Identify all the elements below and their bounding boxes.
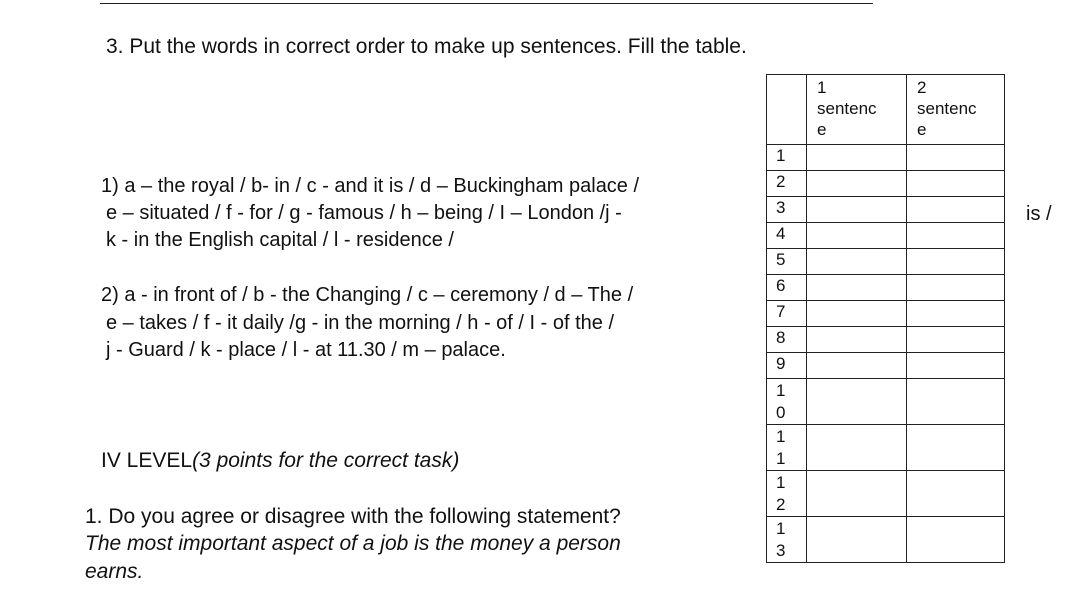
statement-line-2: earns. [85, 560, 144, 583]
row-number: 6 [767, 275, 807, 301]
sentence-2-line-1: 2) a - in front of / b - the Changing / c – ceremony / d – The / [101, 284, 634, 306]
answer-cell-1[interactable] [807, 197, 907, 223]
row-number: 1 2 [767, 471, 807, 517]
header-sentence-1 [807, 75, 907, 145]
table-row [767, 275, 1005, 301]
answer-cell-2[interactable] [907, 171, 1005, 197]
answer-cell-2[interactable] [907, 379, 1005, 425]
answer-table [766, 74, 1005, 563]
row-number: 3 [767, 197, 807, 223]
top-rule [100, 3, 873, 4]
table-row [767, 379, 1005, 425]
stray-side-text: is / [1026, 203, 1052, 225]
row-number: 1 [767, 145, 807, 171]
table-row [767, 249, 1005, 275]
answer-cell-1[interactable] [807, 327, 907, 353]
row-number: 9 [767, 353, 807, 379]
row-number: 1 0 [767, 379, 807, 425]
answer-cell-2[interactable] [907, 425, 1005, 471]
header-empty-cell [767, 75, 807, 145]
answer-cell-2[interactable] [907, 301, 1005, 327]
row-number: 4 [767, 223, 807, 249]
answer-cell-2[interactable] [907, 327, 1005, 353]
level-points: (3 points for the correct task) [192, 449, 460, 472]
header-sentence-1-text: 1 sentenc e [817, 78, 877, 139]
table-row [767, 425, 1005, 471]
table-row [767, 471, 1005, 517]
header-sentence-2 [907, 75, 1005, 145]
answer-cell-2[interactable] [907, 197, 1005, 223]
table-row [767, 301, 1005, 327]
answer-cell-1[interactable] [807, 425, 907, 471]
answer-cell-1[interactable] [807, 275, 907, 301]
table-row [767, 327, 1005, 353]
answer-cell-1[interactable] [807, 517, 907, 563]
answer-cell-1[interactable] [807, 379, 907, 425]
answer-cell-1[interactable] [807, 223, 907, 249]
answer-cell-1[interactable] [807, 171, 907, 197]
table-row [767, 171, 1005, 197]
answer-cell-1[interactable] [807, 353, 907, 379]
sentence-1-line-3: k - in the English capital / l - residence / [106, 229, 454, 251]
task-title: 3. Put the words in correct order to make up sentences. Fill the table. [106, 35, 747, 58]
sentence-1-line-2: e – situated / f - for / g - famous / h – being / I – London /j - [106, 202, 622, 224]
answer-cell-2[interactable] [907, 517, 1005, 563]
table-row [767, 145, 1005, 171]
row-number: 1 3 [767, 517, 807, 563]
answer-cell-2[interactable] [907, 353, 1005, 379]
row-number: 2 [767, 171, 807, 197]
answer-cell-2[interactable] [907, 471, 1005, 517]
row-number: 7 [767, 301, 807, 327]
table-row [767, 353, 1005, 379]
answer-cell-2[interactable] [907, 275, 1005, 301]
answer-cell-1[interactable] [807, 301, 907, 327]
statement-line-1: The most important aspect of a job is the money a person [85, 532, 621, 555]
sentence-2-line-3: j - Guard / k - place / l - at 11.30 / m – palace. [106, 339, 506, 361]
row-number: 1 1 [767, 425, 807, 471]
sentence-1-line-1: 1) a – the royal / b- in / c - and it is / d – Buckingham palace / [101, 175, 640, 197]
level-label: IV LEVEL [101, 449, 193, 472]
level-heading [101, 449, 459, 473]
answer-cell-1[interactable] [807, 145, 907, 171]
table-header-row [767, 75, 1005, 145]
answer-cell-1[interactable] [807, 249, 907, 275]
table-row [767, 223, 1005, 249]
answer-cell-2[interactable] [907, 249, 1005, 275]
sentence-2-line-2: e – takes / f - it daily /g - in the morning / h - of / I - of the / [106, 312, 614, 334]
header-sentence-2-text: 2 sentenc e [917, 78, 977, 139]
row-number: 8 [767, 327, 807, 353]
row-number: 5 [767, 249, 807, 275]
answer-cell-1[interactable] [807, 471, 907, 517]
table-row [767, 197, 1005, 223]
table-row [767, 517, 1005, 563]
question-1: 1. Do you agree or disagree with the following statement? [85, 505, 621, 528]
answer-cell-2[interactable] [907, 145, 1005, 171]
answer-cell-2[interactable] [907, 223, 1005, 249]
